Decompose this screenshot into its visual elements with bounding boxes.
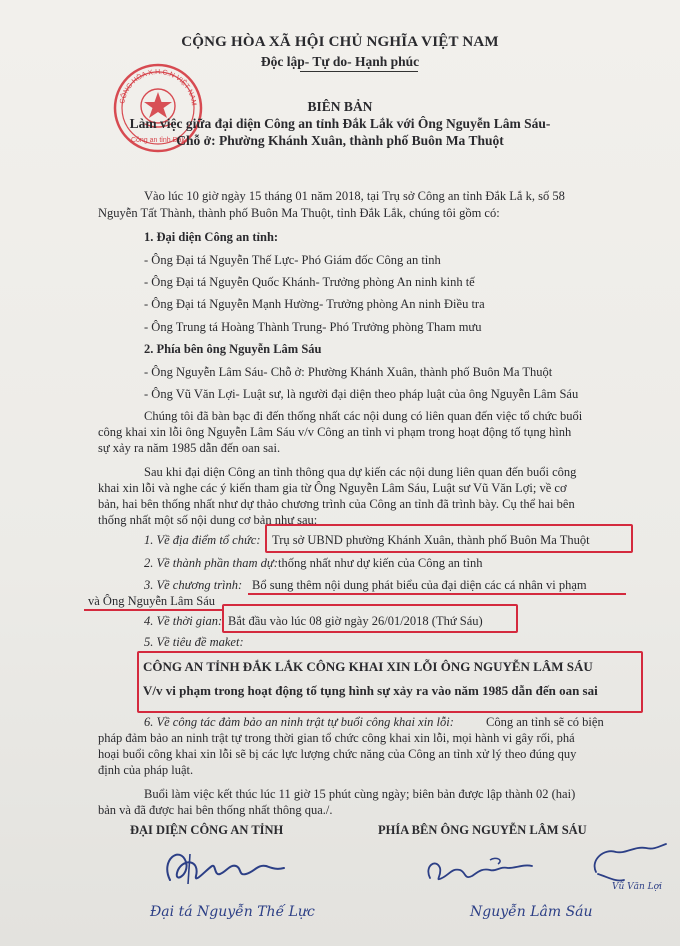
right-signer-name-2: Vũ Văn Lợi: [612, 882, 662, 892]
list-item: - Ông Nguyễn Lâm Sáu- Chỗ ở: Phường Khánh Xuân, thành phố Buôn Ma Thuột: [144, 365, 553, 379]
paragraph-2-line: khai xin lỗi và nghe các ý kiến tham gia từ Ông Nguyễn Lâm Sáu, Luật sư Vũ Văn Lợi; về cơ: [98, 481, 567, 495]
item-4-value: Bắt đầu vào lúc 08 giờ ngày 26/01/2018 (Thứ Sáu): [228, 614, 483, 628]
item-1-value: Trụ sở UBND phường Khánh Xuân, thành phố Buôn Ma Thuột: [272, 533, 590, 547]
item-4-label: 4. Về thời gian:: [144, 614, 223, 628]
item-3-value: Bổ sung thêm nội dung phát biểu của đại diện các cá nhân vi phạm: [252, 578, 587, 592]
paragraph-1-line: Chúng tôi đã bàn bạc đi đến thống nhất các nội dung có liên quan đến việc tổ chức buổi: [144, 409, 583, 423]
item-3-continuation: và Ông Nguyễn Lâm Sáu: [88, 594, 216, 608]
red-highlight-box: [265, 524, 633, 553]
closing-line: Buổi làm việc kết thúc lúc 11 giờ 15 phút cùng ngày; biên bản được lập thành 02 (hai): [144, 787, 576, 801]
red-highlight-box: [222, 604, 518, 633]
item-6-value: Công an tỉnh sẽ có biện: [486, 715, 604, 729]
item-6-label: 6. Về công tác đảm bảo an ninh trật tự buổi công khai xin lỗi:: [144, 715, 454, 729]
motto: Độc lập- Tự do- Hạnh phúc: [260, 54, 420, 69]
section-2-heading: 2. Phía bên ông Nguyễn Lâm Sáu: [144, 342, 322, 356]
national-title: CỘNG HÒA XÃ HỘI CHỦ NGHĨA VIỆT NAM: [181, 34, 499, 50]
list-item: - Ông Đại tá Nguyễn Thế Lực- Phó Giám đốc Công an tỉnh: [144, 253, 441, 267]
right-signature-heading: PHÍA BÊN ÔNG NGUYỄN LÂM SÁU: [378, 823, 587, 837]
subject-line-1: Làm việc giữa đại diện Công an tỉnh Đắk Lắk với Ông Nguyễn Lâm Sáu-: [129, 116, 551, 131]
paragraph-1-line: công khai xin lỗi ông Nguyễn Lâm Sáu v/v Công an tỉnh vi phạm trong hoạt động tố tụng hình: [98, 425, 572, 439]
right-handwritten-signatures: [420, 838, 670, 902]
left-signer-name: Đại tá Nguyễn Thế Lực: [150, 904, 315, 920]
paragraph-2-line: Sau khi đại diện Công an tỉnh thông qua dự kiến các nội dung liên quan đến buổi công: [144, 465, 577, 479]
subject-line-2: Chỗ ở: Phường Khánh Xuân, thành phố Buôn Ma Thuột: [176, 133, 504, 148]
paragraph-2-line: bản, hai bên thống nhất như dự thảo chương trình của Công an tỉnh đã trình bày. Cụ thể hai bên: [98, 497, 575, 511]
right-signer-name: Nguyễn Lâm Sáu: [470, 904, 593, 920]
red-underline: [248, 593, 626, 595]
item-6-line: pháp đảm bảo an ninh trật tự trong thời gian tổ chức công khai xin lỗi, mọi hành vi gây rối, phá: [98, 731, 575, 745]
closing-line: bản và đã được hai bên thống nhất thông qua./.: [98, 803, 333, 817]
list-item: - Ông Đại tá Nguyễn Quốc Khánh- Trưởng phòng An ninh kinh tế: [144, 275, 475, 289]
intro-line-2: Nguyễn Tất Thành, thành phố Buôn Ma Thuột, tỉnh Đắk Lắk, chúng tôi gồm có:: [98, 206, 500, 220]
paragraph-2-line: thống nhất một số nội dung cơ bản như sau:: [98, 513, 318, 527]
motto-underline: [300, 71, 418, 72]
item-5-label: 5. Về tiêu đề maket:: [144, 635, 244, 649]
paragraph-1-line: sự xảy ra năm 1985 dẫn đến oan sai.: [98, 441, 281, 455]
red-underline: [84, 609, 224, 611]
left-signature-heading: ĐẠI DIỆN CÔNG AN TỈNH: [130, 823, 284, 837]
list-item: - Ông Vũ Văn Lợi- Luật sư, là người đại diện theo pháp luật của ông Nguyễn Lâm Sáu: [144, 387, 579, 401]
item-3-label: 3. Về chương trình:: [144, 578, 243, 592]
intro-line-1: Vào lúc 10 giờ ngày 15 tháng 01 năm 2018, tại Trụ sở Công an tỉnh Đắk Lắ k, số 58: [144, 189, 565, 203]
item-2-label: 2. Về thành phần tham dự:: [144, 556, 278, 570]
maket-title-line-2: V/v vi phạm trong hoạt động tố tụng hình sự xảy ra vào năm 1985 dẫn đến oan sai: [143, 683, 598, 698]
document-type: BIÊN BẢN: [307, 99, 373, 114]
item-6-line: hoại buổi công khai xin lỗi sẽ bị các lực lượng chức năng của Công an tỉnh xử lý theo đúng quy: [98, 747, 577, 761]
left-handwritten-signature: [150, 840, 320, 900]
item-1-label: 1. Về địa điểm tổ chức:: [144, 533, 261, 547]
item-6-line: định của pháp luật.: [98, 763, 194, 777]
item-2-value: thống nhất như dự kiến của Công an tỉnh: [278, 556, 483, 570]
maket-title-line-1: CÔNG AN TỈNH ĐẮK LẮK CÔNG KHAI XIN LỖI ÔNG NGUYỄN LÂM SÁU: [143, 659, 593, 674]
seal-ring-text: CÔNG HÒA X.H.C.N VIỆT NAM: [119, 68, 197, 107]
seal-bottom-text: Công an tỉnh Đắk: [130, 137, 186, 144]
section-1-heading: 1. Đại diện Công an tỉnh:: [144, 230, 279, 244]
list-item: - Ông Trung tá Hoàng Thành Trung- Phó Trưởng phòng Tham mưu: [144, 320, 482, 334]
list-item: - Ông Đại tá Nguyễn Mạnh Hường- Trưởng phòng An ninh Điều tra: [144, 297, 485, 311]
